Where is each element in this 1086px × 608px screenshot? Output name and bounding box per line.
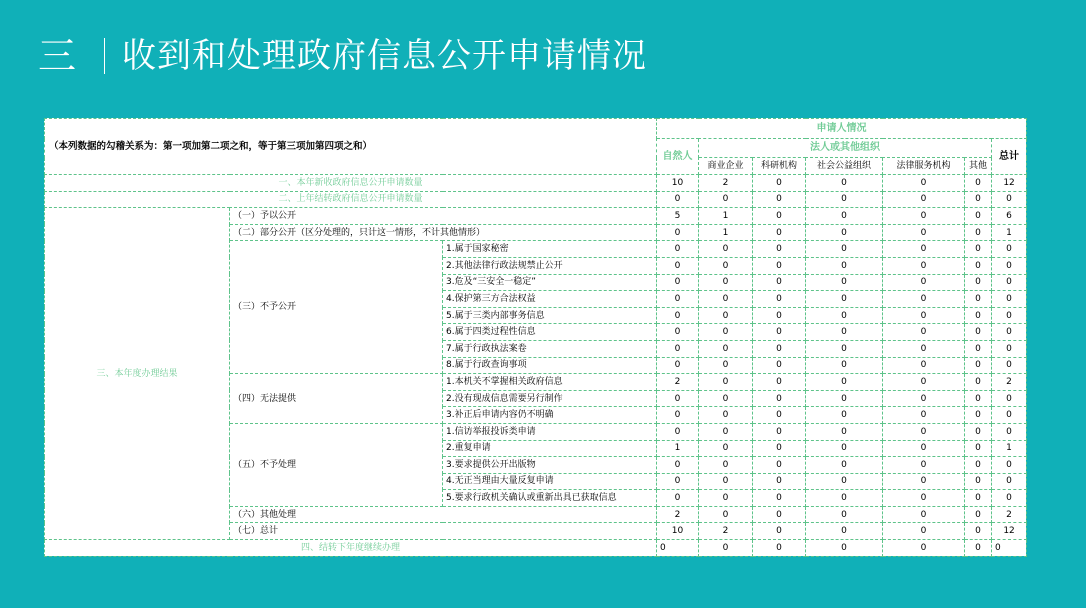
- cell-commercial: 0: [699, 241, 753, 258]
- cell-public-welfare: 0: [806, 257, 883, 274]
- title-bar: [0, 0, 1086, 110]
- header-note: （本列数据的勾稽关系为：第一项加第二项之和，等于第三项加第四项之和）: [45, 119, 657, 175]
- cell-commercial: 0: [699, 440, 753, 457]
- cell-other: 0: [965, 390, 992, 407]
- row-label: 2.重复申请: [443, 440, 657, 457]
- title-divider: [104, 38, 105, 74]
- cell-total: 0: [992, 407, 1027, 424]
- cell-research: 0: [753, 490, 806, 507]
- cell-other: 0: [965, 457, 992, 474]
- cell-research: 0: [753, 390, 806, 407]
- cell-legal-service: 0: [883, 307, 965, 324]
- cell-natural: 0: [657, 324, 699, 341]
- cell-natural: 0: [657, 407, 699, 424]
- cell-research: 0: [753, 357, 806, 374]
- cell-research: 0: [753, 407, 806, 424]
- cell-natural: 0: [657, 224, 699, 241]
- cell-public-welfare: 0: [806, 523, 883, 540]
- report-table-panel: [44, 118, 1026, 556]
- cell-public-welfare: 0: [806, 374, 883, 391]
- row-label: 5.要求行政机关确认或重新出具已获取信息: [443, 490, 657, 507]
- cell-other: 0: [965, 241, 992, 258]
- cell-total: 0: [992, 291, 1027, 308]
- cell-public-welfare: 0: [806, 457, 883, 474]
- cell-total: 1: [992, 224, 1027, 241]
- cell-research: 0: [753, 473, 806, 490]
- row-label: 1.属于国家秘密: [443, 241, 657, 258]
- row-label: （二）部分公开（区分处理的，只计这一情形，不计其他情形）: [230, 224, 657, 241]
- cell-research: 0: [753, 340, 806, 357]
- section-3-label: 三、本年度办理结果: [45, 208, 230, 540]
- group-label-not-process: （五）不予处理: [230, 423, 443, 506]
- cell-legal-service: 0: [883, 257, 965, 274]
- cell-legal-service: 0: [883, 506, 965, 523]
- cell-public-welfare: 0: [806, 390, 883, 407]
- cell-legal-service: 0: [883, 324, 965, 341]
- cell-natural: 2: [657, 506, 699, 523]
- header-commercial: 商业企业: [699, 158, 753, 175]
- cell-other: 0: [965, 440, 992, 457]
- cell-legal-service: 0: [883, 457, 965, 474]
- cell-total: 0: [992, 390, 1027, 407]
- cell-public-welfare: 0: [806, 423, 883, 440]
- cell-natural: 0: [657, 257, 699, 274]
- cell-other: 0: [965, 208, 992, 225]
- header-legal-service: 法律服务机构: [883, 158, 965, 175]
- cell-commercial: 0: [699, 540, 753, 557]
- cell-total: 0: [992, 274, 1027, 291]
- cell-other: 0: [965, 357, 992, 374]
- cell-total: 2: [992, 506, 1027, 523]
- group-label-unable: （四）无法提供: [230, 374, 443, 424]
- cell-public-welfare: 0: [806, 506, 883, 523]
- row-label: 3.要求提供公开出版物: [443, 457, 657, 474]
- cell-legal-service: 0: [883, 423, 965, 440]
- cell-public-welfare: 0: [806, 274, 883, 291]
- cell-research: 0: [753, 208, 806, 225]
- cell-research: 0: [753, 307, 806, 324]
- cell-other: 0: [965, 374, 992, 391]
- cell-public-welfare: 0: [806, 307, 883, 324]
- cell-research: 0: [753, 175, 806, 192]
- cell-commercial: 0: [699, 506, 753, 523]
- cell-public-welfare: 0: [806, 208, 883, 225]
- cell-other: 0: [965, 490, 992, 507]
- row-label: 二、上年结转政府信息公开申请数量: [45, 191, 657, 208]
- cell-legal-service: 0: [883, 523, 965, 540]
- cell-commercial: 0: [699, 307, 753, 324]
- cell-commercial: 0: [699, 324, 753, 341]
- cell-total: 0: [992, 241, 1027, 258]
- cell-natural: 0: [657, 390, 699, 407]
- cell-total: 12: [992, 175, 1027, 192]
- table-row: [45, 175, 1027, 192]
- cell-other: 0: [965, 175, 992, 192]
- cell-total: 0: [992, 473, 1027, 490]
- cell-natural: 0: [657, 423, 699, 440]
- table-row: [45, 208, 1027, 225]
- cell-other: 0: [965, 307, 992, 324]
- row-label: 2.没有现成信息需要另行制作: [443, 390, 657, 407]
- cell-natural: 0: [657, 291, 699, 308]
- cell-legal-service: 0: [883, 340, 965, 357]
- header-other: 其他: [965, 158, 992, 175]
- cell-total: 1: [992, 440, 1027, 457]
- section-number: 三: [38, 34, 77, 78]
- cell-commercial: 0: [699, 423, 753, 440]
- cell-total: 0: [992, 423, 1027, 440]
- cell-commercial: 0: [699, 274, 753, 291]
- table-row: [45, 540, 1027, 557]
- cell-legal-service: 0: [883, 490, 965, 507]
- row-label: 2.其他法律行政法规禁止公开: [443, 257, 657, 274]
- cell-total: 2: [992, 374, 1027, 391]
- cell-natural: 0: [657, 241, 699, 258]
- cell-research: 0: [753, 291, 806, 308]
- cell-legal-service: 0: [883, 224, 965, 241]
- row-label: 1.信访举报投诉类申请: [443, 423, 657, 440]
- cell-commercial: 0: [699, 257, 753, 274]
- cell-research: 0: [753, 457, 806, 474]
- cell-legal-service: 0: [883, 440, 965, 457]
- cell-natural: 0: [657, 490, 699, 507]
- header-legal-entity: 法人或其他组织: [699, 139, 992, 158]
- cell-other: 0: [965, 191, 992, 208]
- cell-research: 0: [753, 224, 806, 241]
- cell-commercial: 1: [699, 224, 753, 241]
- page-title: 收到和处理政府信息公开申请情况: [122, 36, 647, 76]
- cell-commercial: 0: [699, 374, 753, 391]
- cell-public-welfare: 0: [806, 490, 883, 507]
- cell-commercial: 2: [699, 523, 753, 540]
- cell-public-welfare: 0: [806, 340, 883, 357]
- cell-research: 0: [753, 324, 806, 341]
- cell-legal-service: 0: [883, 274, 965, 291]
- cell-natural: 0: [657, 473, 699, 490]
- cell-commercial: 0: [699, 291, 753, 308]
- cell-other: 0: [965, 324, 992, 341]
- cell-research: 0: [753, 274, 806, 291]
- cell-commercial: 0: [699, 340, 753, 357]
- cell-total: 0: [992, 307, 1027, 324]
- cell-natural: 0: [657, 191, 699, 208]
- cell-natural: 0: [657, 540, 699, 557]
- row-label: （六）其他处理: [230, 506, 657, 523]
- cell-public-welfare: 0: [806, 324, 883, 341]
- cell-other: 0: [965, 291, 992, 308]
- cell-public-welfare: 0: [806, 407, 883, 424]
- row-label: 3.补正后申请内容仍不明确: [443, 407, 657, 424]
- cell-total: 0: [992, 457, 1027, 474]
- cell-research: 0: [753, 374, 806, 391]
- row-label: 5.属于三类内部事务信息: [443, 307, 657, 324]
- header-public-welfare: 社会公益组织: [806, 158, 883, 175]
- row-label: 4.保护第三方合法权益: [443, 291, 657, 308]
- cell-natural: 10: [657, 175, 699, 192]
- cell-total: 0: [992, 257, 1027, 274]
- cell-commercial: 0: [699, 390, 753, 407]
- row-label: 7.属于行政执法案卷: [443, 340, 657, 357]
- row-label: 四、结转下年度继续办理: [45, 540, 657, 557]
- cell-commercial: 0: [699, 191, 753, 208]
- cell-commercial: 0: [699, 473, 753, 490]
- cell-commercial: 0: [699, 407, 753, 424]
- header-row-1: [45, 119, 1027, 139]
- row-label: 4.无正当理由大量反复申请: [443, 473, 657, 490]
- cell-public-welfare: 0: [806, 191, 883, 208]
- cell-legal-service: 0: [883, 241, 965, 258]
- cell-public-welfare: 0: [806, 224, 883, 241]
- row-label: 3.危及“三安全一稳定”: [443, 274, 657, 291]
- cell-public-welfare: 0: [806, 241, 883, 258]
- cell-legal-service: 0: [883, 208, 965, 225]
- cell-research: 0: [753, 423, 806, 440]
- row-label: 6.属于四类过程性信息: [443, 324, 657, 341]
- cell-other: 0: [965, 407, 992, 424]
- cell-natural: 0: [657, 457, 699, 474]
- cell-research: 0: [753, 540, 806, 557]
- cell-natural: 10: [657, 523, 699, 540]
- cell-natural: 0: [657, 340, 699, 357]
- cell-public-welfare: 0: [806, 291, 883, 308]
- cell-other: 0: [965, 473, 992, 490]
- cell-natural: 0: [657, 274, 699, 291]
- cell-commercial: 0: [699, 457, 753, 474]
- cell-other: 0: [965, 540, 992, 557]
- cell-other: 0: [965, 274, 992, 291]
- cell-total: 0: [992, 340, 1027, 357]
- cell-commercial: 0: [699, 490, 753, 507]
- cell-other: 0: [965, 224, 992, 241]
- cell-commercial: 0: [699, 357, 753, 374]
- cell-total: 6: [992, 208, 1027, 225]
- cell-public-welfare: 0: [806, 357, 883, 374]
- cell-legal-service: 0: [883, 390, 965, 407]
- cell-research: 0: [753, 506, 806, 523]
- cell-legal-service: 0: [883, 191, 965, 208]
- cell-legal-service: 0: [883, 357, 965, 374]
- cell-research: 0: [753, 241, 806, 258]
- cell-natural: 0: [657, 307, 699, 324]
- cell-other: 0: [965, 506, 992, 523]
- cell-natural: 1: [657, 440, 699, 457]
- cell-natural: 0: [657, 357, 699, 374]
- cell-legal-service: 0: [883, 374, 965, 391]
- cell-public-welfare: 0: [806, 473, 883, 490]
- row-label: 一、本年新收政府信息公开申请数量: [45, 175, 657, 192]
- cell-other: 0: [965, 523, 992, 540]
- cell-other: 0: [965, 257, 992, 274]
- cell-total: 0: [992, 324, 1027, 341]
- cell-total: 12: [992, 523, 1027, 540]
- cell-public-welfare: 0: [806, 540, 883, 557]
- header-total: 总计: [992, 139, 1027, 175]
- row-label: （七）总计: [230, 523, 657, 540]
- cell-research: 0: [753, 523, 806, 540]
- cell-legal-service: 0: [883, 291, 965, 308]
- cell-research: 0: [753, 191, 806, 208]
- cell-commercial: 2: [699, 175, 753, 192]
- header-applicant: 申请人情况: [657, 119, 1027, 139]
- row-label: （一）予以公开: [230, 208, 657, 225]
- table-row: [45, 191, 1027, 208]
- cell-legal-service: 0: [883, 175, 965, 192]
- cell-legal-service: 0: [883, 473, 965, 490]
- cell-other: 0: [965, 423, 992, 440]
- cell-research: 0: [753, 257, 806, 274]
- row-label: 8.属于行政查询事项: [443, 357, 657, 374]
- cell-legal-service: 0: [883, 407, 965, 424]
- cell-research: 0: [753, 440, 806, 457]
- cell-total: 0: [992, 191, 1027, 208]
- header-natural-person: 自然人: [657, 139, 699, 175]
- cell-legal-service: 0: [883, 540, 965, 557]
- row-label: 1.本机关不掌握相关政府信息: [443, 374, 657, 391]
- cell-total: 0: [992, 490, 1027, 507]
- cell-total: 0: [992, 357, 1027, 374]
- cell-commercial: 1: [699, 208, 753, 225]
- cell-natural: 2: [657, 374, 699, 391]
- cell-natural: 5: [657, 208, 699, 225]
- group-label-not-open: （三）不予公开: [230, 241, 443, 374]
- cell-total: 0: [992, 540, 1027, 557]
- header-research: 科研机构: [753, 158, 806, 175]
- cell-other: 0: [965, 340, 992, 357]
- cell-public-welfare: 0: [806, 440, 883, 457]
- report-table: [44, 118, 1027, 557]
- cell-public-welfare: 0: [806, 175, 883, 192]
